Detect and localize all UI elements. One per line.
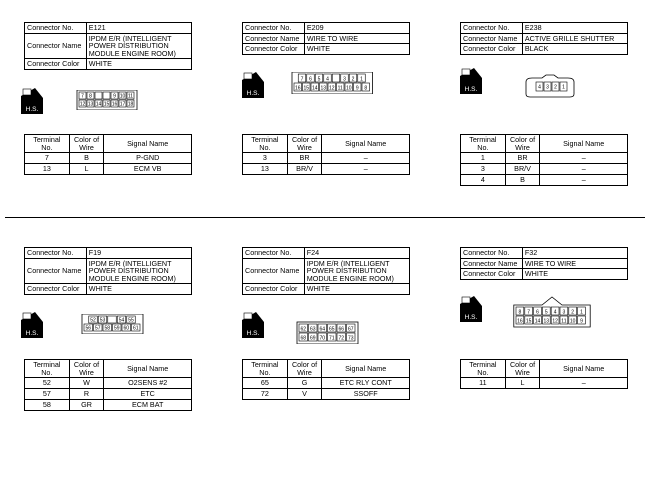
hs-label: H.S. [464,86,478,93]
pin-number: 12 [328,85,335,92]
pin-number: 1 [360,76,363,83]
signal-name: P-GND [104,153,192,164]
pin-number: 10 [119,93,126,100]
wire-color: V [287,389,322,400]
wire-color: GR [69,400,104,411]
header-terminal-no: Terminal No. [461,135,506,153]
table-row [25,400,192,411]
pin-number: 11 [561,318,567,325]
pin-number: 61 [132,325,139,332]
label-connector-name: Connector Name [25,33,87,59]
terminal-no: 11 [461,378,506,389]
pin-number: 7 [527,309,531,316]
wire-color: B [505,175,540,186]
header-signal-name: Signal Name [322,135,410,153]
hs-label: H.S. [246,90,260,97]
pin-number: 52 [90,317,96,324]
label-connector-color: Connector Color [25,59,87,70]
label-connector-name: Connector Name [25,258,87,284]
pin-number: 68 [300,335,307,342]
connector-no: E121 [86,23,191,34]
wire-color: L [505,378,540,389]
pin-number: 5 [544,309,548,316]
header-color-of-wire: Color of Wire [505,135,540,153]
pin-number: 11 [337,85,343,92]
label-connector-color: Connector Color [25,284,87,295]
signal-name: – [322,164,410,175]
pin-number: 57 [94,325,101,332]
pin-number: 72 [338,335,345,342]
pin-number: 60 [123,325,130,332]
header-terminal-no: Terminal No. [243,360,288,378]
pin-number: 18 [127,101,134,108]
hs-label: H.S. [464,314,478,321]
signal-name: ETC RLY CONT [322,378,410,389]
connector-info-table [242,22,410,55]
pin-number: 8 [364,85,368,92]
connector-face-f32 [512,296,592,333]
pin-number: 65 [328,326,335,333]
connector-info-table [24,22,192,70]
pin-number: 59 [113,325,120,332]
header-terminal-no: Terminal No. [243,135,288,153]
label-connector-no: Connector No. [461,23,523,34]
pin-number: 2 [554,84,557,91]
pin-number: 14 [95,101,102,108]
header-signal-name: Signal Name [540,360,628,378]
label-connector-no: Connector No. [243,23,305,34]
pin-number: 9 [355,85,359,92]
pin-number: 17 [119,101,126,108]
signal-name: SSOFF [322,389,410,400]
wire-color: L [69,164,104,175]
header-color-of-wire: Color of Wire [287,135,322,153]
header-terminal-no: Terminal No. [25,135,70,153]
label-connector-no: Connector No. [243,248,305,259]
pin-number: 13 [320,85,327,92]
signal-panel-e121 [24,134,192,175]
pin-number: 70 [319,335,326,342]
connector-panel-e209 [242,22,410,55]
connector-color: WHITE [304,284,409,295]
pin-number: 73 [347,335,354,342]
table-row [461,378,628,389]
signal-name: ECM BAT [104,400,192,411]
pin-number: 7 [300,76,304,83]
signal-table-f24 [242,359,410,400]
signal-panel-f32 [460,359,628,389]
hs-label: H.S. [246,330,260,337]
table-row [243,164,410,175]
connector-name: WIRE TO WIRE [522,258,627,269]
pin-number: 3 [562,309,566,316]
hs-icon [21,88,43,112]
label-connector-name: Connector Name [243,258,305,284]
pin-number: 8 [518,309,522,316]
pin-number: 63 [309,326,316,333]
pin-number: 2 [351,76,355,83]
pin-number: 69 [309,335,316,342]
connector-color: WHITE [304,44,409,55]
header-color-of-wire: Color of Wire [287,360,322,378]
connector-no: F24 [304,248,409,259]
wire-color: BR/V [287,164,322,175]
hs-label: H.S. [25,106,39,113]
label-connector-no: Connector No. [25,23,87,34]
header-terminal-no: Terminal No. [461,360,506,378]
label-connector-color: Connector Color [461,269,523,280]
table-row [461,175,628,186]
label-connector-no: Connector No. [461,248,523,259]
connector-name: IPDM E/R (INTELLIGENT POWER DISTRIBUTION MODULE ENGINE ROOM) [304,258,409,284]
hs-icon [21,312,43,336]
signal-table-f32 [460,359,628,389]
pin-number: 5 [317,76,321,83]
pin-number: 1 [580,309,583,316]
connector-face-f19 [80,314,144,339]
connector-color: WHITE [86,59,191,70]
pin-number: 2 [571,309,575,316]
label-connector-name: Connector Name [461,33,523,44]
terminal-no: 58 [25,400,70,411]
connector-name: IPDM E/R (INTELLIGENT POWER DISTRIBUTION MODULE ENGINE ROOM) [86,33,191,59]
connector-no: F32 [522,248,627,259]
table-row [25,164,192,175]
signal-name: ECM VB [104,164,192,175]
terminal-no: 13 [243,164,288,175]
wire-color: BR [287,153,322,164]
table-row [25,153,192,164]
header-signal-name: Signal Name [104,135,192,153]
pin-number: 53 [99,317,106,324]
connector-info-table [242,247,410,295]
terminal-no: 57 [25,389,70,400]
pin-number: 64 [319,326,326,333]
table-row [25,389,192,400]
pin-number: 4 [326,76,329,83]
pin-number: 12 [79,101,86,108]
connector-name: WIRE TO WIRE [304,33,409,44]
header-color-of-wire: Color of Wire [69,360,104,378]
signal-name: O2SENS #2 [104,378,192,389]
pin-cell [108,316,117,323]
terminal-no: 1 [461,153,506,164]
connector-panel-f24 [242,247,410,295]
table-row [461,153,628,164]
terminal-no: 65 [243,378,288,389]
connector-panel-e121 [24,22,192,70]
pin-number: 11 [127,93,134,100]
signal-panel-f19 [24,359,192,411]
connector-panel-f19 [24,247,192,295]
pin-number: 16 [517,318,523,325]
pin-number: 15 [103,101,110,108]
signal-name: ETC [104,389,192,400]
connector-color: WHITE [86,284,191,295]
header-color-of-wire: Color of Wire [505,360,540,378]
pin-number: 13 [543,318,550,325]
hs-icon [460,296,482,320]
pin-number: 1 [562,84,565,91]
pin-number: 14 [534,318,541,325]
terminal-no: 3 [243,153,288,164]
label-connector-no: Connector No. [25,248,87,259]
connector-panel-f32 [460,247,628,280]
connector-face-f24 [296,318,360,349]
pin-number: 66 [338,326,345,333]
terminal-no: 13 [25,164,70,175]
pin-number: 4 [553,309,557,316]
label-connector-color: Connector Color [243,284,305,295]
signal-panel-f24 [242,359,410,400]
pin-number: 62 [300,326,307,333]
pin-number: 58 [104,325,111,332]
connector-no: E238 [522,23,627,34]
pin-number: 13 [87,101,94,108]
connector-info-table [460,22,628,55]
wire-color: R [69,389,104,400]
signal-panel-e209 [242,134,410,175]
header-signal-name: Signal Name [540,135,628,153]
pin-number: 56 [85,325,92,332]
signal-name: – [540,175,628,186]
connector-info-table [460,247,628,280]
terminal-no: 4 [461,175,506,186]
terminal-no: 3 [461,164,506,175]
pin-cell [95,92,102,99]
wire-color: B [69,153,104,164]
pin-number: 10 [569,318,576,325]
pin-number: 3 [546,84,549,91]
pin-number: 6 [536,309,539,316]
connector-color: WHITE [522,269,627,280]
connector-face-e121 [76,90,146,115]
signal-table-e121 [24,134,192,175]
pin-number: 12 [552,318,558,325]
section-divider [5,217,645,218]
wire-color: BR [505,153,540,164]
pin-number: 55 [128,317,134,324]
pin-number: 14 [311,85,318,92]
label-connector-color: Connector Color [461,44,523,55]
pin-number: 71 [328,335,335,342]
pin-number: 10 [345,85,352,92]
pin-number: 3 [343,76,346,83]
connector-name: ACTIVE GRILLE SHUTTER [522,33,627,44]
pin-number: 9 [580,318,583,325]
signal-table-e238 [460,134,628,186]
pin-number: 16 [111,101,118,108]
pin-number: 15 [525,318,532,325]
hs-icon [242,312,264,336]
signal-name: – [540,378,628,389]
pin-number: 67 [347,326,354,333]
connector-info-table [24,247,192,295]
pin-number: 9 [113,93,116,100]
connector-color: BLACK [522,44,627,55]
hs-label: H.S. [25,330,39,337]
pin-number: 4 [538,84,541,91]
signal-name: – [322,153,410,164]
table-row [243,153,410,164]
pin-number: 15 [303,85,310,92]
label-connector-color: Connector Color [243,44,305,55]
pin-number: 7 [81,93,84,100]
pin-number: 16 [294,85,301,92]
connector-no: E209 [304,23,409,34]
signal-name: – [540,164,628,175]
table-row [243,378,410,389]
label-connector-name: Connector Name [461,258,523,269]
signal-table-e209 [242,134,410,175]
header-color-of-wire: Color of Wire [69,135,104,153]
table-row [461,164,628,175]
pin-cell [332,74,340,82]
signal-panel-e238 [460,134,628,186]
connector-name: IPDM E/R (INTELLIGENT POWER DISTRIBUTION MODULE ENGINE ROOM) [86,258,191,284]
label-connector-name: Connector Name [243,33,305,44]
wire-color: W [69,378,104,389]
hs-icon [460,68,482,92]
connector-face-e209 [290,72,378,99]
terminal-no: 7 [25,153,70,164]
pin-number: 54 [118,317,125,324]
pin-cell [103,92,110,99]
pin-number: 6 [309,76,312,83]
wire-color: BR/V [505,164,540,175]
connector-no: F19 [86,248,191,259]
header-terminal-no: Terminal No. [25,360,70,378]
connector-face-e238 [520,74,580,103]
hs-icon [242,72,264,96]
terminal-no: 72 [243,389,288,400]
connector-panel-e238 [460,22,628,55]
table-row [243,389,410,400]
pin-number: 8 [89,93,92,100]
signal-name: – [540,153,628,164]
wire-color: G [287,378,322,389]
header-signal-name: Signal Name [104,360,192,378]
terminal-no: 52 [25,378,70,389]
header-signal-name: Signal Name [322,360,410,378]
signal-table-f19 [24,359,192,411]
table-row [25,378,192,389]
